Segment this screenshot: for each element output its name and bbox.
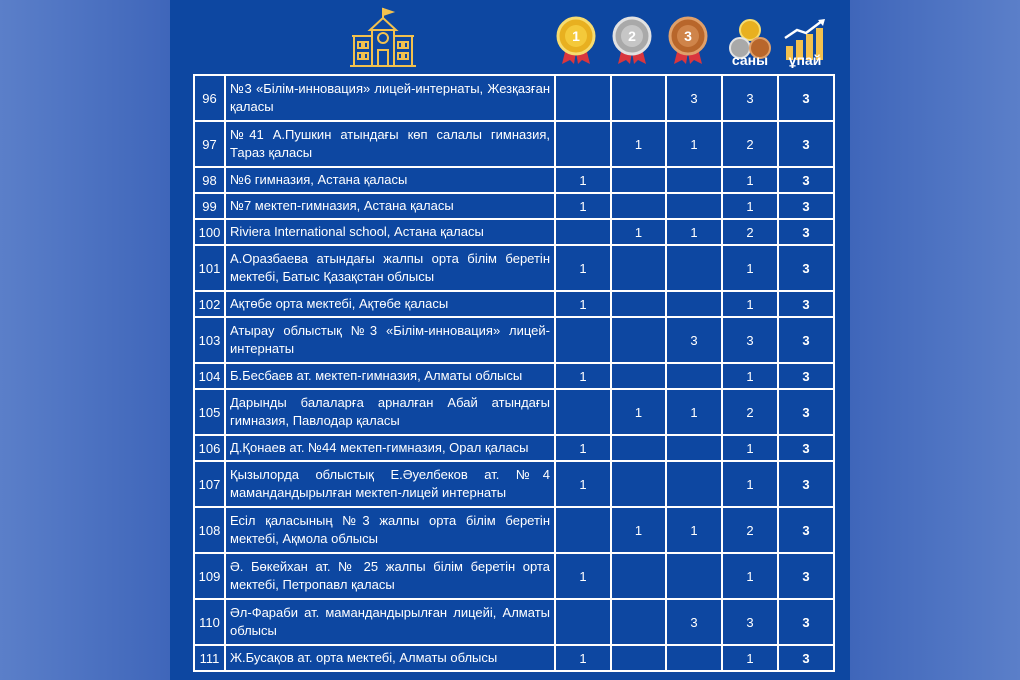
silver-count-cell [611, 553, 666, 599]
score-cell: 3 [778, 645, 834, 671]
silver-count-cell [611, 245, 666, 291]
silver-count-cell [611, 75, 666, 121]
school-name-cell: Атырау облыстық №3 «Білім-инновация» лицей-интернаты [225, 317, 555, 363]
gold-count-cell [555, 507, 611, 553]
table-row [194, 219, 834, 245]
gold-count-cell: 1 [555, 645, 611, 671]
results-table [193, 74, 835, 672]
table-row [194, 121, 834, 167]
bronze-count-cell: 3 [666, 599, 722, 645]
table-row [194, 363, 834, 389]
school-name-cell: Дарынды балаларға арналған Абай атындағы гимназия, Павлодар қаласы [225, 389, 555, 435]
rank-cell: 108 [194, 507, 225, 553]
table-row [194, 245, 834, 291]
bronze-count-cell: 3 [666, 75, 722, 121]
table-row [194, 435, 834, 461]
medal-total-cell: 1 [722, 461, 778, 507]
table-row [194, 507, 834, 553]
silver-count-cell [611, 435, 666, 461]
table-row [194, 389, 834, 435]
rank-cell: 107 [194, 461, 225, 507]
silver-count-cell [611, 599, 666, 645]
bronze-count-cell [666, 167, 722, 193]
school-name-cell: №41 А.Пушкин атындағы көп салалы гимназия, Тараз қаласы [225, 121, 555, 167]
score-cell: 3 [778, 435, 834, 461]
gold-count-cell: 1 [555, 553, 611, 599]
medal-total-cell: 1 [722, 553, 778, 599]
rank-cell: 99 [194, 193, 225, 219]
silver-count-cell [611, 167, 666, 193]
bronze-count-cell [666, 193, 722, 219]
score-cell: 3 [778, 389, 834, 435]
bronze-count-cell [666, 435, 722, 461]
table-row [194, 75, 834, 121]
silver-count-cell: 1 [611, 219, 666, 245]
medal-total-cell: 2 [722, 219, 778, 245]
score-cell: 3 [778, 507, 834, 553]
medal-total-cell: 3 [722, 75, 778, 121]
school-name-cell: Әл-Фараби ат. мамандандырылған лицейі, Алматы облысы [225, 599, 555, 645]
school-icon [350, 6, 416, 68]
medal-total-cell: 1 [722, 363, 778, 389]
gold-count-cell: 1 [555, 363, 611, 389]
gold-count-cell [555, 75, 611, 121]
score-cell: 3 [778, 553, 834, 599]
gold-count-cell [555, 389, 611, 435]
silver-medal-icon [612, 16, 652, 66]
bronze-count-cell: 1 [666, 507, 722, 553]
medal-total-cell: 3 [722, 317, 778, 363]
medal-total-cell: 1 [722, 167, 778, 193]
bronze-count-cell: 1 [666, 389, 722, 435]
score-cell: 3 [778, 363, 834, 389]
rank-cell: 102 [194, 291, 225, 317]
score-cell: 3 [778, 121, 834, 167]
table-header [170, 0, 850, 74]
rank-cell: 100 [194, 219, 225, 245]
medal-total-cell: 2 [722, 121, 778, 167]
silver-count-cell [611, 645, 666, 671]
table-row [194, 599, 834, 645]
bronze-count-cell: 3 [666, 317, 722, 363]
medal-total-cell: 2 [722, 507, 778, 553]
score-cell: 3 [778, 291, 834, 317]
gold-count-cell [555, 219, 611, 245]
score-cell: 3 [778, 461, 834, 507]
school-name-cell: Д.Қонаев ат. №44 мектеп-гимназия, Орал қаласы [225, 435, 555, 461]
score-cell: 3 [778, 193, 834, 219]
bronze-count-cell [666, 645, 722, 671]
gold-medal-number: 1 [572, 28, 580, 44]
background-right [850, 0, 1020, 680]
school-name-cell: Ақтөбе орта мектебі, Ақтөбе қаласы [225, 291, 555, 317]
silver-count-cell [611, 317, 666, 363]
bronze-count-cell [666, 553, 722, 599]
school-name-cell: Ә. Бөкейхан ат. № 25 жалпы білім беретін орта мектебі, Петропавл қаласы [225, 553, 555, 599]
gold-count-cell: 1 [555, 193, 611, 219]
medal-total-cell: 1 [722, 645, 778, 671]
gold-count-cell: 1 [555, 435, 611, 461]
medal-total-cell: 3 [722, 599, 778, 645]
table-row [194, 193, 834, 219]
table-row [194, 461, 834, 507]
school-name-cell: Ж.Бусақов ат. орта мектебі, Алматы облысы [225, 645, 555, 671]
bronze-count-cell [666, 245, 722, 291]
rank-cell: 101 [194, 245, 225, 291]
score-cell: 3 [778, 317, 834, 363]
rank-cell: 97 [194, 121, 225, 167]
gold-count-cell [555, 121, 611, 167]
silver-count-cell: 1 [611, 389, 666, 435]
table-row [194, 645, 834, 671]
bronze-count-cell [666, 291, 722, 317]
score-cell: 3 [778, 75, 834, 121]
school-name-cell: А.Оразбаева атындағы жалпы орта білім беретін мектебі, Батыс Қазақстан облысы [225, 245, 555, 291]
gold-count-cell: 1 [555, 167, 611, 193]
bronze-medal-number: 3 [684, 28, 692, 44]
table-row [194, 317, 834, 363]
silver-count-cell [611, 461, 666, 507]
bronze-count-cell: 1 [666, 219, 722, 245]
school-name-cell: №6 гимназия, Астана қаласы [225, 167, 555, 193]
score-cell: 3 [778, 599, 834, 645]
table-row [194, 291, 834, 317]
gold-count-cell [555, 599, 611, 645]
table-row [194, 553, 834, 599]
bronze-count-cell: 1 [666, 121, 722, 167]
bronze-medal-icon [668, 16, 708, 66]
bronze-count-cell [666, 363, 722, 389]
school-name-cell: Есіл қаласының №3 жалпы орта білім беретін мектебі, Ақмола облысы [225, 507, 555, 553]
rank-cell: 106 [194, 435, 225, 461]
silver-count-cell [611, 193, 666, 219]
school-name-cell: №3 «Білім-инновация» лицей-интернаты, Жезқазған қаласы [225, 75, 555, 121]
rank-cell: 109 [194, 553, 225, 599]
medal-total-cell: 1 [722, 435, 778, 461]
results-panel [170, 0, 850, 680]
gold-count-cell: 1 [555, 245, 611, 291]
background-left [0, 0, 170, 680]
medal-total-cell: 1 [722, 245, 778, 291]
school-name-cell: Б.Бесбаев ат. мектеп-гимназия, Алматы облысы [225, 363, 555, 389]
rank-cell: 111 [194, 645, 225, 671]
count-column-label: саны [731, 52, 769, 68]
gold-medal-icon [556, 16, 596, 66]
medal-total-cell: 1 [722, 291, 778, 317]
school-name-cell: Riviera International school, Астана қаласы [225, 219, 555, 245]
school-name-cell: Қызылорда облыстық Е.Әуелбеков ат. №4 мамандандырылған мектеп-лицей интернаты [225, 461, 555, 507]
silver-count-cell: 1 [611, 507, 666, 553]
gold-count-cell: 1 [555, 291, 611, 317]
medal-total-cell: 2 [722, 389, 778, 435]
medal-total-cell: 1 [722, 193, 778, 219]
bronze-count-cell [666, 461, 722, 507]
rank-cell: 96 [194, 75, 225, 121]
school-name-cell: №7 мектеп-гимназия, Астана қаласы [225, 193, 555, 219]
table-row [194, 167, 834, 193]
score-cell: 3 [778, 245, 834, 291]
rank-cell: 105 [194, 389, 225, 435]
silver-medal-number: 2 [628, 28, 636, 44]
rank-cell: 98 [194, 167, 225, 193]
score-column-label: ұпай [788, 52, 822, 68]
rank-cell: 110 [194, 599, 225, 645]
gold-count-cell [555, 317, 611, 363]
rank-cell: 103 [194, 317, 225, 363]
silver-count-cell: 1 [611, 121, 666, 167]
rank-cell: 104 [194, 363, 225, 389]
score-cell: 3 [778, 167, 834, 193]
silver-count-cell [611, 291, 666, 317]
silver-count-cell [611, 363, 666, 389]
score-cell: 3 [778, 219, 834, 245]
gold-count-cell: 1 [555, 461, 611, 507]
